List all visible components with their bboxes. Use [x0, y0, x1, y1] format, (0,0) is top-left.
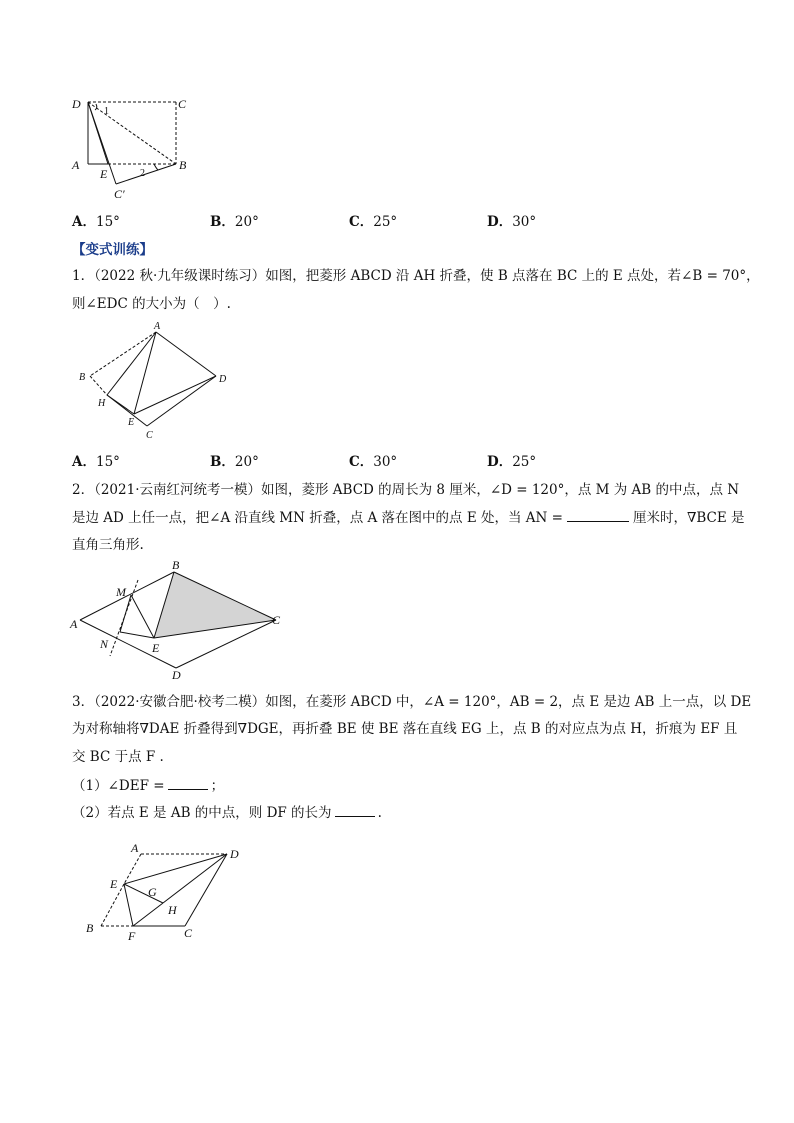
figure-rhombus-q1 — [74, 320, 244, 444]
fig0-angle-2: 2 — [140, 168, 145, 179]
q1-fig-label-D: D — [219, 374, 227, 385]
q1-option-b[interactable]: B．20° — [210, 454, 259, 470]
figure-rhombus-q2-svg — [66, 558, 296, 682]
q3-fig-label-D: D — [230, 847, 239, 861]
q2-text-line-2a: 是边 AD 上任一点，把∠A 沿直线 MN 折叠，点 A 落在图中的点 E 处，当 AN = — [72, 510, 563, 526]
q2-text-line-3: 直角三角形. — [72, 537, 144, 553]
q1-option-c[interactable]: C．30° — [349, 454, 398, 470]
q2-fig-label-B: B — [172, 558, 180, 572]
q3-fig-label-G: G — [148, 885, 157, 899]
q3-text-line-2: 为对称轴将∇DAE 折叠得到∇DGE，再折叠 BE 使 BE 落在直线 EG 上，点 B 的对应点为点 H，折痕为 EF 且 — [72, 721, 738, 737]
q2-fig-label-C: C — [272, 613, 281, 627]
q3-text-line-3: 交 BC 于点 F . — [72, 749, 164, 765]
q0-option-b[interactable]: B．20° — [210, 214, 259, 230]
q2-fig-label-D: D — [172, 668, 181, 682]
q0-option-a[interactable]: A．15° — [72, 214, 120, 230]
q2-answer-blank[interactable] — [567, 507, 629, 522]
fig0-label-E: E — [100, 167, 108, 181]
q3-sub2-end: . — [377, 805, 382, 821]
q3-sub2-blank[interactable] — [335, 802, 375, 817]
q3-sub1-blank[interactable] — [168, 775, 208, 790]
q2-fig-label-N: N — [100, 637, 109, 651]
q1-fig-label-A: A — [154, 321, 161, 332]
q0-option-d[interactable]: D．30° — [487, 214, 537, 230]
fig0-label-B: B — [179, 158, 187, 172]
q3-sub2-label: （2）若点 E 是 AB 的中点，则 DF 的长为 — [72, 805, 332, 821]
q1-fig-label-H: H — [98, 398, 106, 409]
q3-sub-question-1 — [72, 775, 224, 796]
figure-rhombus-q2 — [66, 558, 296, 682]
q1-option-a[interactable]: A．15° — [72, 454, 120, 470]
q3-fig-label-B: B — [86, 921, 94, 935]
q2-text-line-2 — [72, 507, 745, 528]
q3-fig-label-C: C — [184, 926, 193, 940]
q3-fig-label-F: F — [128, 929, 136, 943]
fig0-label-C: C — [178, 97, 187, 111]
q3-sub-question-2 — [72, 802, 382, 823]
figure-rhombus-q3 — [80, 838, 260, 942]
q2-fig-label-A: A — [70, 617, 78, 631]
q1-fig-label-E: E — [128, 417, 135, 428]
q1-text-line-2: 则∠EDC 的大小为（ ）. — [72, 296, 231, 312]
q1-option-d[interactable]: D．25° — [487, 454, 537, 470]
q2-fig-label-E: E — [152, 641, 160, 655]
figure-rhombus-q1-svg — [74, 320, 244, 444]
q1-fig-label-C: C — [146, 430, 153, 441]
figure-rectangle-fold — [66, 92, 206, 204]
q3-text-line-1: 3．（2022·安徽合肥·校考二模）如图，在菱形 ABCD 中，∠A = 120°，AB = 2，点 E 是边 AB 上一点，以 DE — [72, 694, 752, 710]
figure-rhombus-q3-svg — [80, 838, 260, 942]
q2-text-line-2b: 厘米时，∇BCE 是 — [632, 510, 745, 526]
figure-rectangle-fold-svg — [66, 92, 206, 204]
fig0-angle-1: 1 — [104, 106, 109, 117]
q3-fig-label-A: A — [131, 841, 139, 855]
q2-text-line-1: 2．（2021·云南红河统考一模）如图，菱形 ABCD 的周长为 8 厘米，∠D = 120°，点 M 为 AB 的中点，点 N — [72, 482, 740, 498]
fig0-label-D: D — [72, 97, 81, 111]
fig0-label-Cprime: C′ — [114, 187, 125, 201]
q0-option-c[interactable]: C．25° — [349, 214, 398, 230]
q2-fig-label-M: M — [116, 585, 126, 599]
fig0-label-A: A — [72, 158, 80, 172]
q1-text-line-1: 1．（2022 秋·九年级课时练习）如图，把菱形 ABCD 沿 AH 折叠，使 B 点落在 BC 上的 E 点处，若∠B = 70°， — [72, 268, 760, 284]
q3-fig-label-E: E — [110, 877, 118, 891]
q1-fig-label-B: B — [79, 372, 86, 383]
q3-sub1-label: （1）∠DEF = — [72, 778, 165, 794]
q3-sub1-end: ； — [210, 778, 225, 794]
section-heading: 【变式训练】 — [72, 242, 153, 258]
q3-fig-label-H: H — [168, 903, 177, 917]
